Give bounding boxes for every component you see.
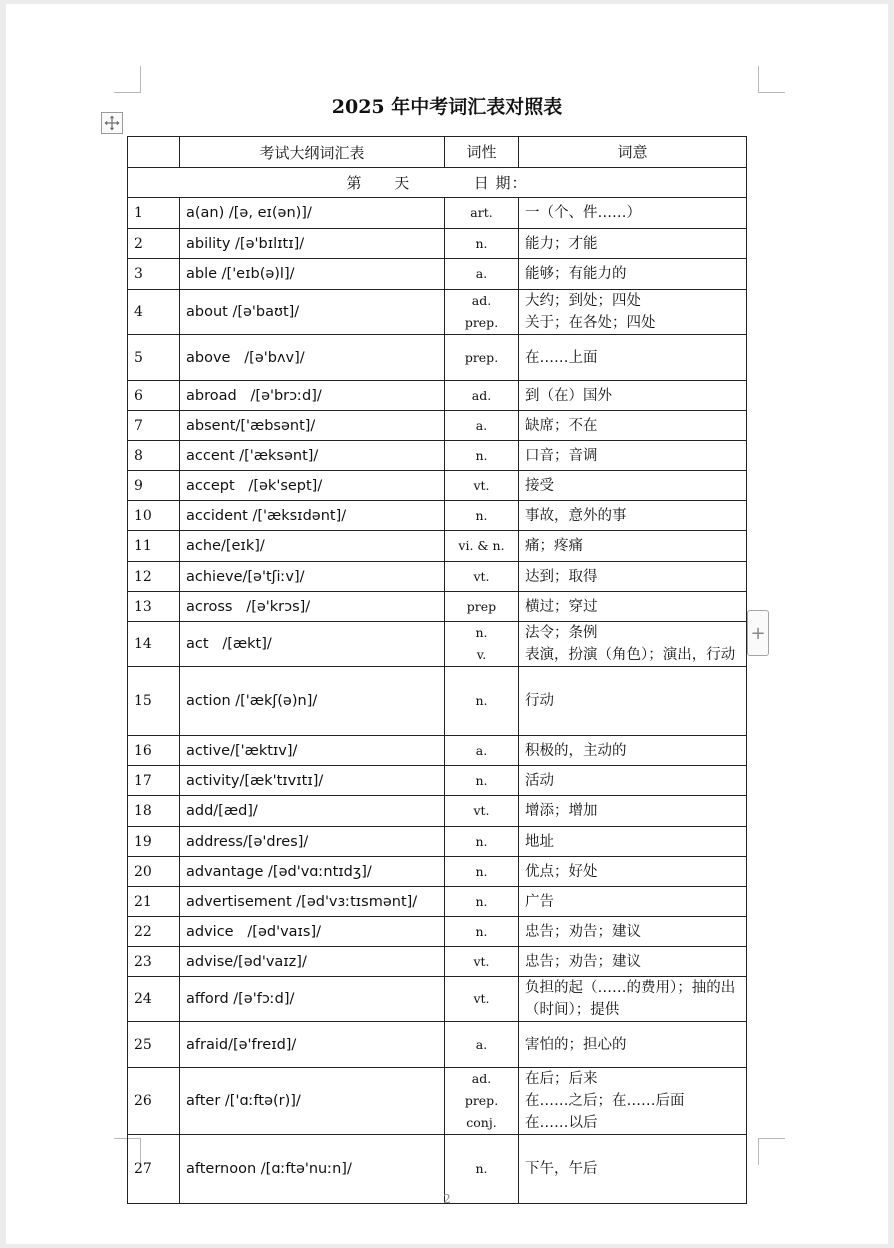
- pos-line: prep: [466, 598, 497, 614]
- table-row: [128, 471, 747, 501]
- table-row: [128, 335, 747, 381]
- meaning: [519, 977, 747, 1022]
- table-row: [128, 917, 747, 947]
- word-phonetic: accent /['æksənt]/: [180, 441, 445, 471]
- row-number: 6: [128, 381, 180, 411]
- table-row: [128, 592, 747, 622]
- pos-line: n.: [475, 923, 488, 939]
- meaning-line: 下午，午后: [525, 1161, 598, 1177]
- meaning: [519, 917, 747, 947]
- part-of-speech: [445, 857, 519, 887]
- row-number: 14: [128, 622, 180, 667]
- part-of-speech: [445, 1022, 519, 1068]
- meaning-line: 到（在）国外: [525, 387, 612, 404]
- part-of-speech: [445, 1068, 519, 1135]
- word-phonetic: accident /['æksɪdənt]/: [180, 501, 445, 531]
- meaning-line: 在……之后；在……后面: [525, 1093, 685, 1109]
- pos-line: n.: [475, 447, 488, 463]
- meaning: [519, 411, 747, 441]
- pos-line: n.: [475, 1161, 488, 1176]
- meaning: [519, 229, 747, 259]
- word-phonetic: act /[ækt]/: [180, 622, 445, 667]
- row-number: 2: [128, 229, 180, 259]
- meaning: [519, 736, 747, 766]
- row-number: 20: [128, 857, 180, 887]
- pos-line: vt.: [473, 568, 490, 584]
- row-number: 5: [128, 335, 180, 381]
- header-meaning: 词意: [519, 137, 747, 168]
- date-label: 日 期：: [473, 174, 528, 192]
- row-number: 21: [128, 887, 180, 917]
- row-number: 19: [128, 827, 180, 857]
- word-phonetic: add/[æd]/: [180, 796, 445, 827]
- part-of-speech: [445, 622, 519, 667]
- header-number: [128, 137, 180, 168]
- meaning-line: 害怕的；担心的: [525, 1036, 627, 1053]
- meaning-line: 缺席；不在: [525, 417, 598, 434]
- meaning: [519, 290, 747, 335]
- meaning-line: 法令；条例: [525, 625, 598, 641]
- pos-line: n.: [475, 863, 488, 879]
- pos-line: prep.: [464, 349, 499, 365]
- meaning: [519, 381, 747, 411]
- part-of-speech: [445, 887, 519, 917]
- pos-line: n.: [475, 893, 488, 909]
- part-of-speech: [445, 381, 519, 411]
- meaning: [519, 887, 747, 917]
- meaning: [519, 766, 747, 796]
- meaning: [519, 667, 747, 736]
- page-title: 2025 年中考词汇表对照表: [331, 96, 563, 118]
- part-of-speech: [445, 441, 519, 471]
- row-number: 11: [128, 531, 180, 562]
- meaning-line: 优点；好处: [525, 863, 598, 880]
- meaning-line: 痛；疼痛: [525, 538, 583, 554]
- part-of-speech: [445, 229, 519, 259]
- meaning-line: 增添；增加: [525, 803, 598, 819]
- pos-line: a.: [475, 742, 488, 758]
- row-number: 16: [128, 736, 180, 766]
- row-number: 17: [128, 766, 180, 796]
- row-number: 26: [128, 1068, 180, 1135]
- pos-line: a.: [475, 266, 488, 281]
- row-number: 4: [128, 290, 180, 335]
- table-row: [128, 562, 747, 592]
- meaning-line: 活动: [525, 772, 554, 789]
- part-of-speech: [445, 501, 519, 531]
- row-number: 18: [128, 796, 180, 827]
- meaning-line: 接受: [525, 477, 554, 494]
- pos-line: ad.: [471, 387, 492, 403]
- day-label: 第 天: [346, 174, 411, 192]
- meaning-line: 横过；穿过: [525, 598, 598, 615]
- word-phonetic: accept /[ək'sept]/: [180, 471, 445, 501]
- word-phonetic: advise/[əd'vaɪz]/: [180, 947, 445, 977]
- word-phonetic: about /[ə'baʊt]/: [180, 290, 445, 335]
- table-row: [128, 1022, 747, 1068]
- pos-line: a.: [475, 1036, 488, 1052]
- table-row: [128, 229, 747, 259]
- meaning-line: 一（个、件……）: [525, 205, 641, 221]
- meaning: [519, 857, 747, 887]
- pos-line: n.: [475, 625, 488, 640]
- pos-line: prep.: [464, 315, 499, 330]
- row-number: 13: [128, 592, 180, 622]
- meaning-line: 能力；才能: [525, 235, 598, 252]
- table-row: [128, 531, 747, 562]
- pos-line: ad.: [471, 293, 492, 308]
- table-row: [128, 827, 747, 857]
- row-number: 8: [128, 441, 180, 471]
- meaning: [519, 622, 747, 667]
- pos-line: art.: [470, 205, 493, 220]
- row-number: 15: [128, 667, 180, 736]
- header-part-of-speech: 词性: [445, 137, 519, 168]
- pos-line: n.: [475, 693, 488, 708]
- word-phonetic: across /[ə'krɔs]/: [180, 592, 445, 622]
- pos-line: vt.: [473, 953, 490, 969]
- row-number: 10: [128, 501, 180, 531]
- row-number: 25: [128, 1022, 180, 1068]
- row-number: 27: [128, 1135, 180, 1204]
- word-phonetic: afternoon /[ɑːftə'nuːn]/: [180, 1135, 445, 1204]
- word-phonetic: advantage /[əd'vɑːntɪdʒ]/: [180, 857, 445, 887]
- table-row: [128, 1068, 747, 1135]
- pos-line: a.: [475, 417, 488, 433]
- table-row: [128, 622, 747, 667]
- meaning-line: 大约；到处；四处: [525, 293, 641, 309]
- meaning-line: 行动: [525, 693, 554, 709]
- table-row: [128, 857, 747, 887]
- table-row: [128, 977, 747, 1022]
- part-of-speech: [445, 766, 519, 796]
- row-number: 23: [128, 947, 180, 977]
- meaning-line: 达到；取得: [525, 568, 598, 585]
- meaning: [519, 501, 747, 531]
- pos-line: ad.: [471, 1071, 492, 1086]
- part-of-speech: [445, 290, 519, 335]
- meaning-line: 表演，扮演（角色）；演出，行动: [525, 647, 736, 663]
- pos-line: conj.: [466, 1115, 497, 1130]
- part-of-speech: [445, 977, 519, 1022]
- part-of-speech: [445, 917, 519, 947]
- word-phonetic: abroad /[ə'brɔːd]/: [180, 381, 445, 411]
- part-of-speech: [445, 259, 519, 290]
- part-of-speech: [445, 592, 519, 622]
- part-of-speech: [445, 198, 519, 229]
- word-phonetic: ability /[ə'bɪlɪtɪ]/: [180, 229, 445, 259]
- table-row: [128, 947, 747, 977]
- word-phonetic: afraid/[ə'freɪd]/: [180, 1022, 445, 1068]
- table-row: [128, 796, 747, 827]
- pos-line: n.: [475, 772, 488, 788]
- crop-mark-bottom-right: [758, 1138, 785, 1165]
- meaning-line: 在……以后: [525, 1115, 598, 1131]
- plus-icon: +: [750, 622, 766, 644]
- word-phonetic: able /['eɪb(ə)l]/: [180, 259, 445, 290]
- meaning: [519, 335, 747, 381]
- word-phonetic: active/['æktɪv]/: [180, 736, 445, 766]
- table-row: [128, 411, 747, 441]
- row-number: 1: [128, 198, 180, 229]
- table-header-row: [128, 137, 747, 168]
- row-number: 12: [128, 562, 180, 592]
- word-phonetic: above /[ə'bʌv]/: [180, 335, 445, 381]
- table-row: [128, 501, 747, 531]
- row-number: 24: [128, 977, 180, 1022]
- table-row: [128, 766, 747, 796]
- meaning: [519, 1022, 747, 1068]
- meaning-line: 忠告；劝告；建议: [525, 923, 641, 940]
- meaning: [519, 562, 747, 592]
- pos-line: n.: [475, 507, 488, 523]
- row-number: 9: [128, 471, 180, 501]
- meaning: [519, 198, 747, 229]
- word-phonetic: after /['ɑːftə(r)]/: [180, 1068, 445, 1135]
- meaning-line: 广告: [525, 893, 554, 910]
- word-phonetic: advice /[əd'vaɪs]/: [180, 917, 445, 947]
- meaning-line: 忠告；劝告；建议: [525, 953, 641, 970]
- part-of-speech: [445, 947, 519, 977]
- word-phonetic: action /['ækʃ(ə)n]/: [180, 667, 445, 736]
- meaning-line: 积极的，主动的: [525, 742, 627, 759]
- pos-line: prep.: [464, 1093, 499, 1108]
- table-row: [128, 290, 747, 335]
- row-number: 22: [128, 917, 180, 947]
- part-of-speech: [445, 335, 519, 381]
- meaning: [519, 531, 747, 562]
- table-row: [128, 441, 747, 471]
- meaning-line: 关于；在各处；四处: [525, 315, 656, 331]
- word-phonetic: a(an) /[ə, eɪ(ən)]/: [180, 198, 445, 229]
- meaning-line: 事故，意外的事: [525, 507, 627, 524]
- meaning-line: 负担的起（……的费用）；抽的出（时间）；提供: [525, 980, 736, 1018]
- word-phonetic: address/[ə'dres]/: [180, 827, 445, 857]
- day-date-row: [128, 168, 747, 198]
- part-of-speech: [445, 796, 519, 827]
- word-phonetic: absent/['æbsənt]/: [180, 411, 445, 441]
- row-number: 3: [128, 259, 180, 290]
- pos-line: n.: [475, 235, 488, 251]
- meaning: [519, 947, 747, 977]
- table-row: [128, 736, 747, 766]
- part-of-speech: [445, 562, 519, 592]
- meaning: [519, 259, 747, 290]
- meaning: [519, 592, 747, 622]
- table-row: [128, 381, 747, 411]
- document-page: [6, 4, 888, 1244]
- table-row: [128, 259, 747, 290]
- table-row: [128, 887, 747, 917]
- page-number: 2: [443, 1192, 451, 1206]
- pos-line: n.: [475, 833, 488, 849]
- meaning-line: 在后；后来: [525, 1071, 598, 1087]
- word-phonetic: afford /[ə'fɔːd]/: [180, 977, 445, 1022]
- pos-line: v.: [476, 647, 487, 662]
- word-phonetic: activity/[æk'tɪvɪtɪ]/: [180, 766, 445, 796]
- meaning: [519, 796, 747, 827]
- meaning-line: 地址: [525, 833, 554, 850]
- crop-mark-top-right: [758, 66, 785, 93]
- meaning-line: 在……上面: [525, 349, 598, 366]
- pos-line: vt.: [473, 477, 490, 493]
- table-add-column-button[interactable]: [747, 610, 769, 656]
- part-of-speech: [445, 531, 519, 562]
- table-row: [128, 667, 747, 736]
- pos-line: vt.: [473, 991, 490, 1006]
- part-of-speech: [445, 667, 519, 736]
- meaning-line: 口音；音调: [525, 447, 598, 464]
- meaning: [519, 1068, 747, 1135]
- meaning: [519, 827, 747, 857]
- word-phonetic: advertisement /[əd'vɜːtɪsmənt]/: [180, 887, 445, 917]
- meaning: [519, 471, 747, 501]
- part-of-speech: [445, 736, 519, 766]
- meaning-line: 能够；有能力的: [525, 266, 627, 282]
- part-of-speech: [445, 471, 519, 501]
- table-row: [128, 198, 747, 229]
- vocabulary-table: [127, 136, 747, 1204]
- pos-line: vt.: [473, 803, 490, 818]
- word-phonetic: ache/[eɪk]/: [180, 531, 445, 562]
- row-number: 7: [128, 411, 180, 441]
- part-of-speech: [445, 411, 519, 441]
- pos-line: vi. & n.: [458, 538, 505, 553]
- header-word: 考试大纲词汇表: [180, 137, 445, 168]
- meaning: [519, 441, 747, 471]
- part-of-speech: [445, 827, 519, 857]
- word-phonetic: achieve/[ə'tʃiːv]/: [180, 562, 445, 592]
- crop-mark-top-left: [114, 66, 141, 93]
